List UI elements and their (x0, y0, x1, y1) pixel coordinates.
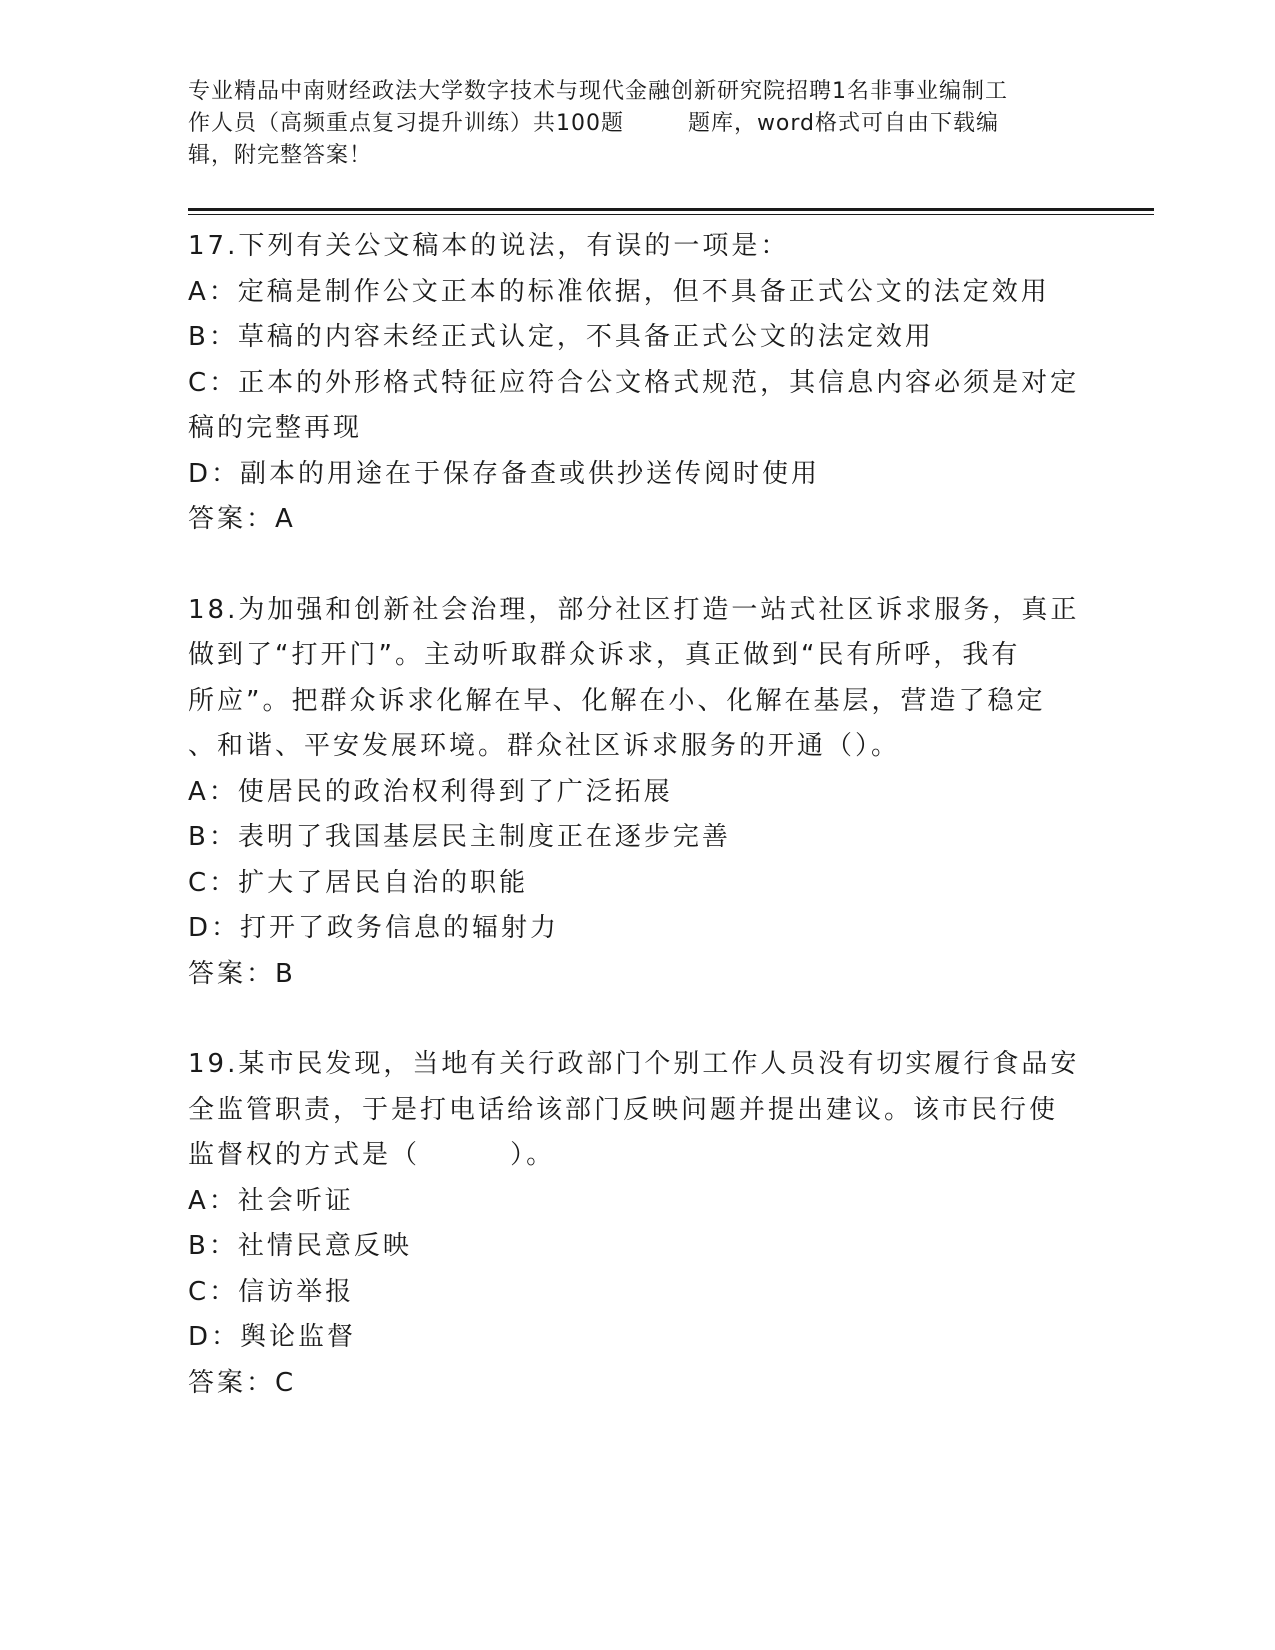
question-list (188, 224, 1088, 1406)
option-d: D：打开了政务信息的辐射力 (188, 913, 560, 943)
header-divider-thin (188, 214, 1154, 215)
question-stem: 、和谐、平安发展环境。群众社区诉求服务的开通（）。 (188, 731, 901, 761)
header-line: 辑，附完整答案！ (188, 143, 373, 168)
answer: 答案：B (188, 958, 296, 989)
question-stem: 17.下列有关公文稿本的说法，有误的一项是： (188, 231, 790, 261)
header-line: 专业精品中南财经政法大学数字技术与现代金融创新研究院招聘1名非事业编制工 (188, 79, 1008, 104)
document-header (188, 76, 1088, 172)
question-stem: 18.为加强和创新社会治理，部分社区打造一站式社区诉求服务，真正 (188, 594, 1080, 625)
header-line: 作人员（高频重点复习提升训练）共100题 题库，word格式可自由下载编 (188, 111, 1000, 136)
answer: 答案：C (188, 1367, 297, 1398)
option-c: C：扩大了居民自治的职能 (188, 867, 529, 898)
option-b: B：草稿的内容未经正式认定，不具备正式公文的法定效用 (188, 322, 934, 352)
question-18 (188, 588, 1088, 998)
option-a: A：使居民的政治权利得到了广泛拓展 (188, 776, 673, 807)
question-stem: 所应”。把群众诉求化解在早、化解在小、化解在基层，营造了稳定 (188, 685, 1046, 716)
question-stem: 做到了“打开门”。主动听取群众诉求，真正做到“民有所呼，我有 (188, 640, 1021, 670)
question-stem: 监督权的方式是（ ）。 (188, 1140, 556, 1170)
option-b: B：表明了我国基层民主制度正在逐步完善 (188, 822, 731, 852)
option-c: C：正本的外形格式特征应符合公文格式规范，其信息内容必须是对定 (188, 367, 1080, 398)
answer: 答案：A (188, 504, 296, 534)
header-divider-thick (188, 208, 1154, 211)
question-17 (188, 224, 1088, 543)
question-19 (188, 1042, 1088, 1406)
option-b: B：社情民意反映 (188, 1231, 412, 1261)
option-d: D：舆论监督 (188, 1322, 357, 1352)
question-stem: 全监管职责，于是打电话给该部门反映问题并提出建议。该市民行使 (188, 1094, 1059, 1125)
option-d: D：副本的用途在于保存备查或供抄送传阅时使用 (188, 458, 821, 489)
option-a: A：社会听证 (188, 1185, 354, 1216)
question-stem: 19.某市民发现，当地有关行政部门个别工作人员没有切实履行食品安 (188, 1049, 1080, 1079)
option-c-continued: 稿的完整再现 (188, 413, 363, 443)
option-c: C：信访举报 (188, 1276, 355, 1307)
option-a: A：定稿是制作公文正本的标准依据，但不具备正式公文的法定效用 (188, 276, 1050, 307)
